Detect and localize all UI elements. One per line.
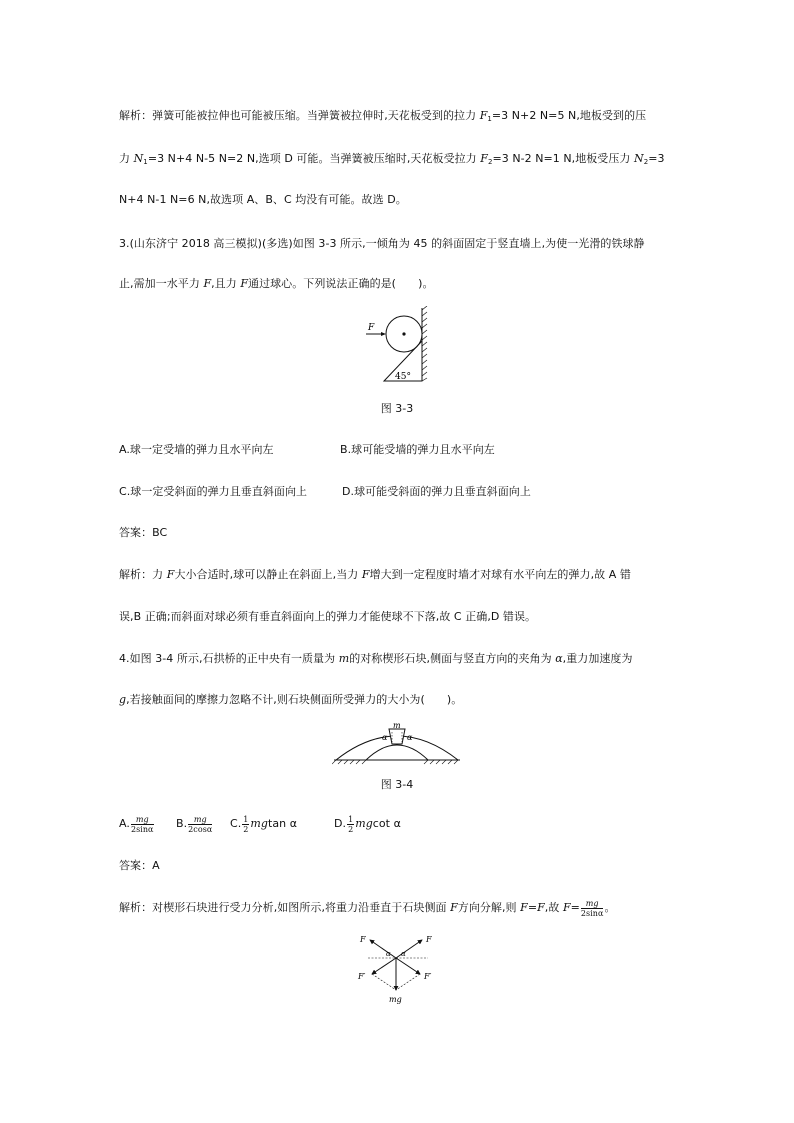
q3-option-b: B.球可能受墙的弹力且水平向左 [340, 443, 495, 456]
q3-stem-line2: 止,需加一水平力 F,且力 F通过球心。下列说法正确的是( )。 [119, 277, 434, 290]
svg-text:F′: F′ [358, 972, 366, 981]
figure-3-3 [360, 306, 440, 386]
svg-text:α: α [401, 950, 406, 958]
q3-option-d: D.球可能受斜面的弹力且垂直斜面向上 [342, 485, 531, 498]
fraction-d: $\frac{1}{2}$ [348, 814, 354, 834]
q4-option-d: D. $\frac{1}{2}$ mgcot α [334, 814, 401, 834]
label-alpha-left: α [382, 733, 388, 742]
q4-option-b: B. $\frac{mg}{2\cos\alpha}$ [176, 814, 213, 834]
fraction-explanation: $\frac{mg}{2\sin\alpha}$ [580, 898, 604, 918]
force-diagram [356, 932, 440, 1004]
svg-text:α: α [386, 950, 391, 958]
force-F-right [396, 940, 422, 958]
var-F1: F [479, 109, 488, 122]
svg-text:mg: mg [389, 995, 402, 1004]
caption-3-4: 图 3-4 [380, 778, 414, 791]
fraction-a: $\frac{mg}{2\sin\alpha}$ [130, 814, 154, 834]
arch-inner [366, 745, 428, 760]
fraction-c: $\frac{1}{2}$ [243, 814, 249, 834]
force-F-left [370, 940, 396, 958]
figure-3-4 [332, 720, 462, 770]
keystone [389, 729, 405, 744]
force-Fp-right [396, 958, 420, 974]
ball-center [402, 332, 405, 335]
q4-stem-line2: g,若接触面间的摩擦力忽略不计,则石块侧面所受弹力的大小为( )。 [119, 693, 463, 706]
q3-explanation-line2: 误,B 正确;而斜面对球必须有垂直斜面向上的弹力才能使球不下落,故 C 正确,D 错误。 [119, 610, 537, 623]
svg-text:F: F [426, 935, 432, 944]
svg-text:F′: F′ [424, 972, 432, 981]
caption-3-3: 图 3-3 [380, 402, 414, 415]
label-F: F [368, 323, 375, 333]
q3-option-c: C.球一定受斜面的弹力且垂直斜面向上 [119, 485, 308, 498]
q3-option-a: A.球一定受墙的弹力且水平向左 [119, 443, 274, 456]
q4-explanation: 解析：对楔形石块进行受力分析,如图所示,将重力沿垂直于石块侧面 F方向分解,则 F=F,故 F= $\frac{mg}{2\sin\alpha}$ 。 [119, 898, 616, 918]
q3-explanation-line1: 解析：力 F大小合适时,球可以静止在斜面上,当力 F增大到一定程度时墙才对球有水平向左的弹力,故 A 错 [119, 568, 631, 581]
label-alpha-right: α [407, 733, 413, 742]
svg-text:F: F [360, 935, 366, 944]
fraction-b: $\frac{mg}{2\cos\alpha}$ [188, 814, 213, 834]
para1-line1: 解析：弹簧可能被拉伸也可能被压缩。当弹簧被拉伸时,天花板受到的拉力 $F_1=3$ N+2 N=5 N,地板受到的压 [119, 109, 647, 123]
q4-answer: 答案：A [119, 859, 160, 872]
para1-line3: N+4 N-1 N=6 N,故选项 A、B、C 均没有可能。故选 D。 [119, 193, 407, 206]
q3-stem-line1: 3.(山东济宁 2018 高三模拟)(多选)如图 3-3 所示,一倾角为 45 的斜面固定于竖直墙上,为使一光滑的铁球静 [119, 237, 645, 250]
force-Fp-left [372, 958, 396, 974]
label-45: 45° [395, 372, 411, 382]
q3-answer: 答案：BC [119, 526, 168, 539]
q4-stem-line1: 4.如图 3-4 所示,石拱桥的正中央有一质量为 m的对称楔形石块,侧面与竖直方向的夹角为 α,重力加速度为 [119, 652, 633, 665]
para1-line2: 力 $N_1=3$ N+4 N-5 N=2 N,选项 D 可能。当弹簧被压缩时,天花板受拉力 $F_2=3$ N-2 N=1 N,地板受压力 $N_2=3$ [119, 152, 665, 166]
ground-hatch [332, 760, 458, 764]
q4-option-a: A. $\frac{mg}{2\sin\alpha}$ [119, 814, 154, 834]
label-m: m [393, 721, 401, 730]
q4-option-c: C. $\frac{1}{2}$ mgtan α [230, 814, 298, 834]
wall-hatch [422, 306, 427, 381]
